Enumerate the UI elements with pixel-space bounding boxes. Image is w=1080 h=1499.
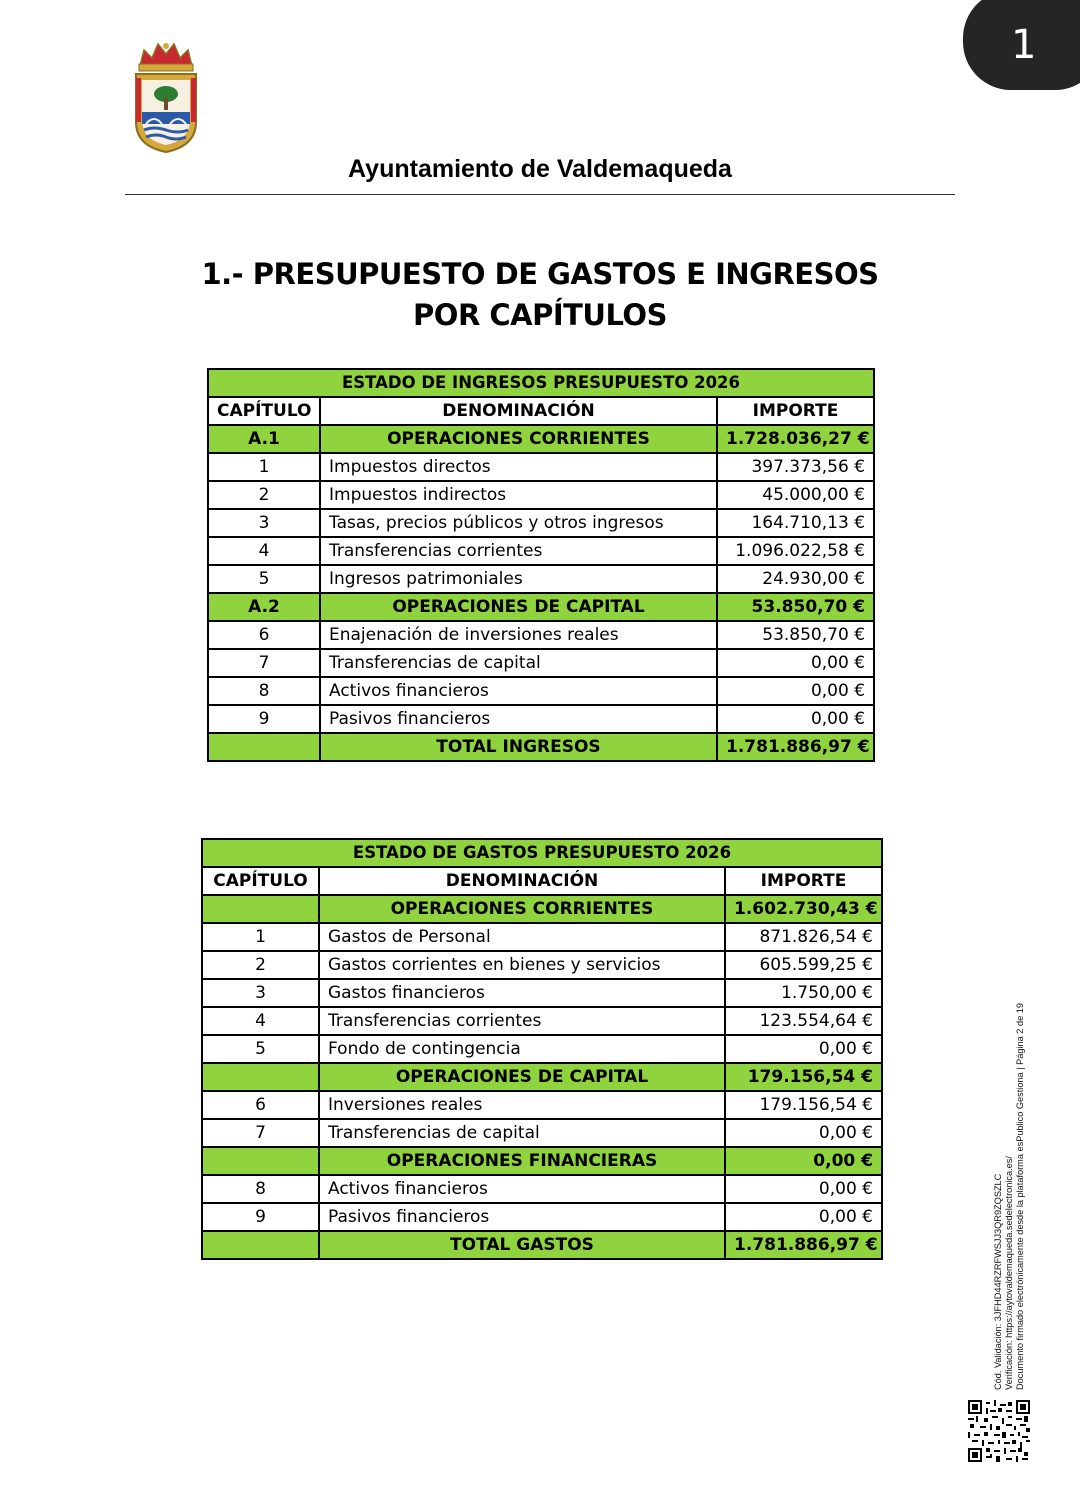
- table-row: [202, 1091, 882, 1119]
- row-importe: 0,00 €: [725, 1035, 882, 1063]
- row-denominacion: OPERACIONES FINANCIERAS: [319, 1147, 725, 1175]
- validation-note: [993, 920, 1026, 1390]
- page-number-badge: [963, 0, 1080, 90]
- row-importe: 397.373,56 €: [717, 453, 874, 481]
- row-denominacion: TOTAL GASTOS: [319, 1231, 725, 1259]
- row-capitulo: [208, 733, 320, 761]
- row-denominacion: Enajenación de inversiones reales: [320, 621, 717, 649]
- table-row: [208, 677, 874, 705]
- row-capitulo: [202, 1147, 319, 1175]
- row-capitulo: 7: [202, 1119, 319, 1147]
- gastos-table-title: ESTADO DE GASTOS PRESUPUESTO 2026: [202, 839, 882, 867]
- qr-code-icon: [968, 1400, 1030, 1462]
- row-importe: 871.826,54 €: [725, 923, 882, 951]
- row-capitulo: 9: [202, 1203, 319, 1231]
- row-capitulo: 4: [208, 537, 320, 565]
- row-capitulo: 7: [208, 649, 320, 677]
- row-capitulo: 3: [208, 509, 320, 537]
- row-capitulo: 2: [208, 481, 320, 509]
- table-row: [202, 1063, 882, 1091]
- table-row: [208, 621, 874, 649]
- table-row: [202, 1119, 882, 1147]
- table-row: [202, 1035, 882, 1063]
- row-denominacion: Gastos financieros: [319, 979, 725, 1007]
- header-divider: [125, 194, 955, 195]
- row-importe: 53.850,70 €: [717, 621, 874, 649]
- row-denominacion: Activos financieros: [320, 677, 717, 705]
- table-row: [208, 593, 874, 621]
- document-title: [0, 254, 1080, 336]
- row-importe: 0,00 €: [725, 1119, 882, 1147]
- row-importe: 0,00 €: [725, 1175, 882, 1203]
- row-importe: 1.750,00 €: [725, 979, 882, 1007]
- total-row: [208, 733, 874, 761]
- row-denominacion: Tasas, precios públicos y otros ingresos: [320, 509, 717, 537]
- row-denominacion: Impuestos indirectos: [320, 481, 717, 509]
- row-importe: 123.554,64 €: [725, 1007, 882, 1035]
- table-row: [202, 951, 882, 979]
- row-denominacion: Fondo de contingencia: [319, 1035, 725, 1063]
- municipal-crest-logo: [130, 38, 202, 156]
- row-denominacion: Transferencias de capital: [319, 1119, 725, 1147]
- row-importe: 1.602.730,43 €: [725, 895, 882, 923]
- column-header-importe: IMPORTE: [725, 867, 882, 895]
- table-row: [202, 923, 882, 951]
- row-importe: 45.000,00 €: [717, 481, 874, 509]
- table-row: [208, 425, 874, 453]
- row-capitulo: [202, 895, 319, 923]
- gastos-table: [201, 838, 883, 1260]
- table-row: [208, 509, 874, 537]
- table-row: [202, 1203, 882, 1231]
- row-capitulo: 3: [202, 979, 319, 1007]
- table-row: [208, 649, 874, 677]
- row-denominacion: OPERACIONES DE CAPITAL: [320, 593, 717, 621]
- table-row: [202, 895, 882, 923]
- gastos-title-row: [202, 839, 882, 867]
- row-importe: 1.781.886,97 €: [717, 733, 874, 761]
- row-capitulo: 1: [202, 923, 319, 951]
- row-importe: 1.728.036,27 €: [717, 425, 874, 453]
- table-row: [208, 453, 874, 481]
- row-capitulo: 8: [202, 1175, 319, 1203]
- row-importe: 0,00 €: [717, 677, 874, 705]
- row-capitulo: 5: [202, 1035, 319, 1063]
- organization-name: Ayuntamiento de Valdemaqueda: [348, 155, 732, 183]
- row-importe: 53.850,70 €: [717, 593, 874, 621]
- column-header-denominacion: DENOMINACIÓN: [319, 867, 725, 895]
- row-denominacion: OPERACIONES CORRIENTES: [319, 895, 725, 923]
- row-denominacion: Transferencias de capital: [320, 649, 717, 677]
- ingresos-table-title: ESTADO DE INGRESOS PRESUPUESTO 2026: [208, 369, 874, 397]
- row-capitulo: 6: [208, 621, 320, 649]
- table-row: [202, 1175, 882, 1203]
- row-importe: 24.930,00 €: [717, 565, 874, 593]
- table-row: [202, 1007, 882, 1035]
- row-importe: 179.156,54 €: [725, 1091, 882, 1119]
- total-row: [202, 1231, 882, 1259]
- row-denominacion: Transferencias corrientes: [320, 537, 717, 565]
- column-header-importe: IMPORTE: [717, 397, 874, 425]
- table-row: [202, 979, 882, 1007]
- row-capitulo: [202, 1231, 319, 1259]
- row-importe: 1.096.022,58 €: [717, 537, 874, 565]
- row-importe: 164.710,13 €: [717, 509, 874, 537]
- table-row: [202, 1147, 882, 1175]
- row-denominacion: Gastos corrientes en bienes y servicios: [319, 951, 725, 979]
- row-importe: 1.781.886,97 €: [725, 1231, 882, 1259]
- row-denominacion: Transferencias corrientes: [319, 1007, 725, 1035]
- row-denominacion: Gastos de Personal: [319, 923, 725, 951]
- row-capitulo: 8: [208, 677, 320, 705]
- row-importe: 0,00 €: [717, 705, 874, 733]
- ingresos-title-row: [208, 369, 874, 397]
- document-title-line2: POR CAPÍTULOS: [413, 298, 667, 332]
- page-number: 1: [1011, 22, 1037, 68]
- signature-note: Documento firmado electrónicamente desde la plataforma esPublico Gestiona | Página 2 de 19: [1015, 1003, 1025, 1390]
- ingresos-header-row: [208, 397, 874, 425]
- verification-url[interactable]: Verificación: https://aytovaldemaqueda.sedelectronica.es/: [1004, 1156, 1014, 1390]
- row-capitulo: [202, 1063, 319, 1091]
- row-capitulo: A.2: [208, 593, 320, 621]
- column-header-denominacion: DENOMINACIÓN: [320, 397, 717, 425]
- row-importe: 605.599,25 €: [725, 951, 882, 979]
- row-capitulo: 4: [202, 1007, 319, 1035]
- row-capitulo: 9: [208, 705, 320, 733]
- gastos-header-row: [202, 867, 882, 895]
- column-header-capitulo: CAPÍTULO: [202, 867, 319, 895]
- row-importe: 0,00 €: [725, 1147, 882, 1175]
- table-row: [208, 705, 874, 733]
- row-denominacion: Inversiones reales: [319, 1091, 725, 1119]
- column-header-capitulo: CAPÍTULO: [208, 397, 320, 425]
- row-capitulo: A.1: [208, 425, 320, 453]
- row-capitulo: 1: [208, 453, 320, 481]
- row-capitulo: 5: [208, 565, 320, 593]
- row-denominacion: TOTAL INGRESOS: [320, 733, 717, 761]
- row-capitulo: 6: [202, 1091, 319, 1119]
- row-denominacion: OPERACIONES CORRIENTES: [320, 425, 717, 453]
- validation-code: Cód. Validación: 3JFHD44RZRFWSJJ3QR9ZQSZLC: [993, 1173, 1003, 1390]
- row-denominacion: Impuestos directos: [320, 453, 717, 481]
- table-row: [208, 481, 874, 509]
- row-denominacion: Pasivos financieros: [320, 705, 717, 733]
- row-importe: 0,00 €: [717, 649, 874, 677]
- row-importe: 0,00 €: [725, 1203, 882, 1231]
- table-row: [208, 565, 874, 593]
- ingresos-table: [207, 368, 875, 762]
- table-row: [208, 537, 874, 565]
- row-capitulo: 2: [202, 951, 319, 979]
- row-denominacion: Pasivos financieros: [319, 1203, 725, 1231]
- row-importe: 179.156,54 €: [725, 1063, 882, 1091]
- row-denominacion: Ingresos patrimoniales: [320, 565, 717, 593]
- row-denominacion: Activos financieros: [319, 1175, 725, 1203]
- document-title-line1: 1.- PRESUPUESTO DE GASTOS E INGRESOS: [201, 257, 879, 291]
- row-denominacion: OPERACIONES DE CAPITAL: [319, 1063, 725, 1091]
